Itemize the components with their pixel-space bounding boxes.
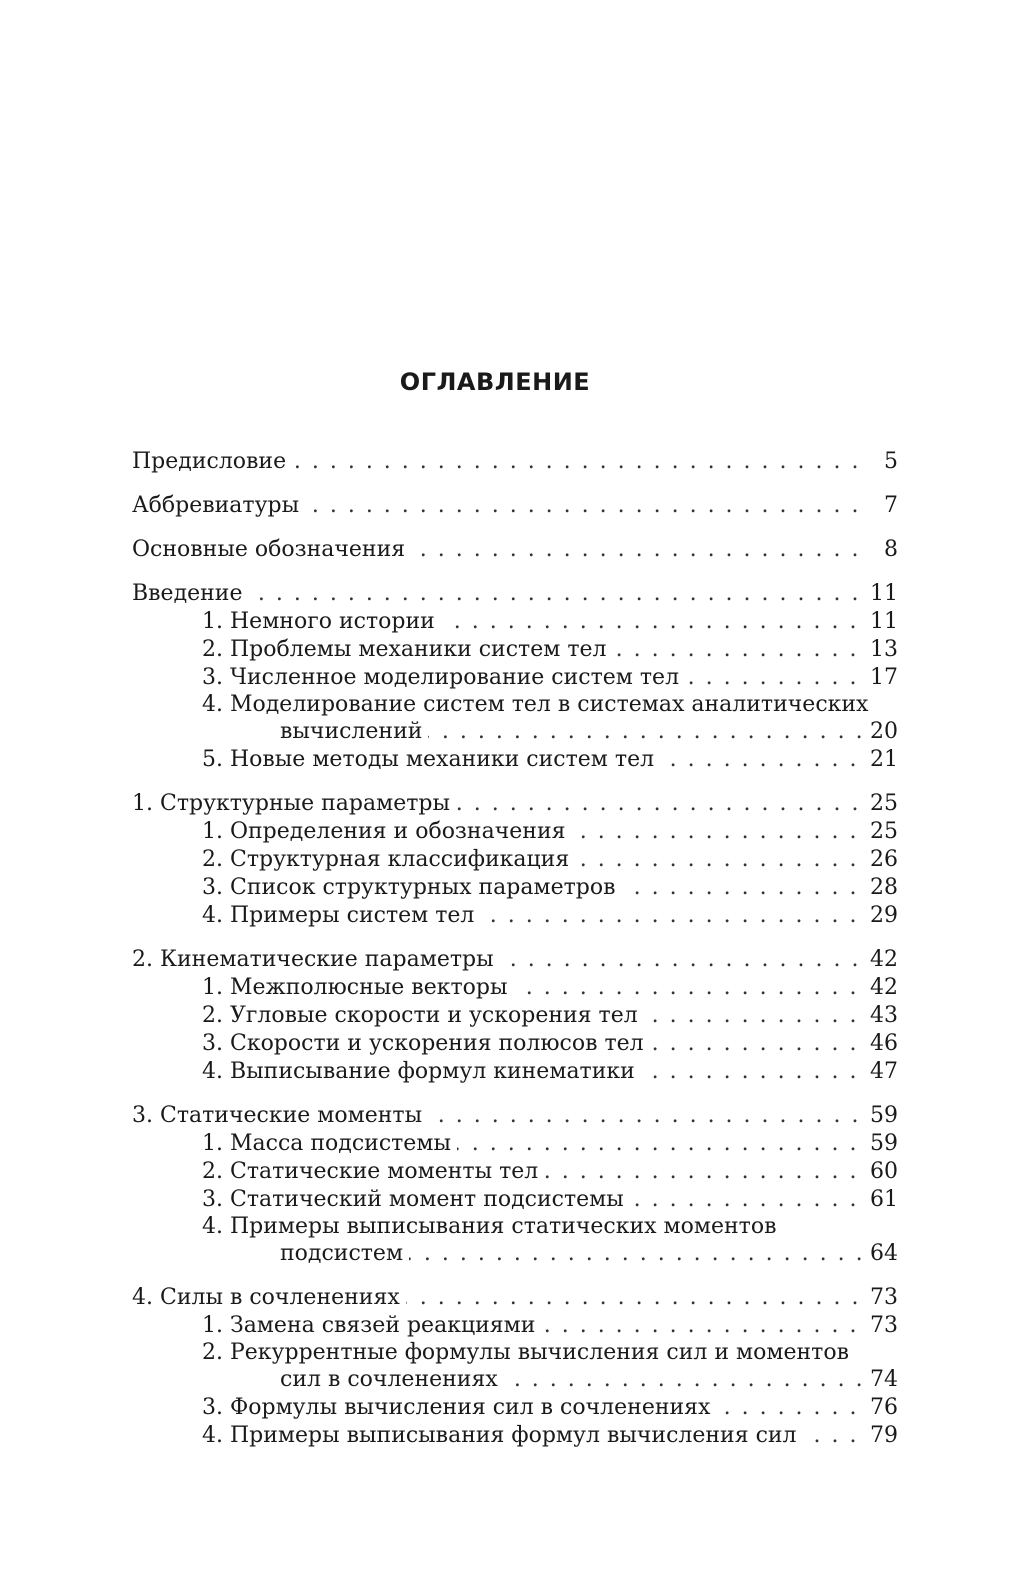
toc-entry-text: 4. Силы в сочленениях <box>132 1285 406 1310</box>
toc-page-number: 47 <box>864 1058 898 1086</box>
toc-entry-text: 2. Угловые скорости и ускорения тел <box>202 1003 644 1028</box>
toc-subentry-continuation[interactable] <box>280 1240 898 1268</box>
toc-page-number: 64 <box>864 1240 898 1268</box>
toc-page-number: 79 <box>864 1422 898 1450</box>
toc-section-notation <box>132 536 898 564</box>
toc-entry-text: 1. Межполюсные векторы <box>202 975 513 1000</box>
toc-entry-text: 4. Примеры выписывания формул вычисления сил <box>202 1423 803 1448</box>
toc-section-chapter-4 <box>132 1284 898 1450</box>
toc-page-number: 20 <box>864 718 898 746</box>
toc-page-number: 5 <box>868 448 898 476</box>
toc-entry-text: 3. Статический момент подсистемы <box>202 1187 630 1212</box>
toc-subentry[interactable] <box>202 692 898 718</box>
toc-entry-text: 4. Выписывание формул кинематики <box>202 1059 641 1084</box>
toc-entry-text: сил в сочленениях <box>280 1367 504 1392</box>
toc-entry-text: 3. Формулы вычисления сил в сочленениях <box>202 1395 716 1420</box>
toc-subentry[interactable] <box>202 664 898 692</box>
toc-subentry[interactable] <box>202 1214 898 1240</box>
toc-page-number: 61 <box>864 1186 898 1214</box>
toc-subentry[interactable] <box>202 608 898 636</box>
toc-chapter-entry[interactable] <box>132 1284 898 1312</box>
toc-page-number: 21 <box>864 746 898 774</box>
toc-page-number: 73 <box>864 1284 898 1312</box>
toc-entry-text: Основные обозначения <box>132 537 411 562</box>
toc-chapter-entry[interactable] <box>132 946 898 974</box>
toc-page-number: 46 <box>864 1030 898 1058</box>
toc-page-number: 25 <box>864 818 898 846</box>
toc-entry-text: 3. Численное моделирование систем тел <box>202 665 685 690</box>
toc-entry-text: Аббревиатуры <box>132 493 305 518</box>
toc-section-preface <box>132 448 898 476</box>
toc-subentry[interactable] <box>202 1130 898 1158</box>
toc-subentry[interactable] <box>202 818 898 846</box>
toc-subentry[interactable] <box>202 1186 898 1214</box>
toc-page-number: 76 <box>864 1394 898 1422</box>
toc-entry-text: 4. Моделирование систем тел в системах аналитических <box>202 692 874 717</box>
toc-subentry[interactable] <box>202 974 898 1002</box>
toc-page-number: 29 <box>864 902 898 930</box>
toc-page-number: 11 <box>864 580 898 608</box>
toc-section-chapter-1 <box>132 790 898 930</box>
toc-subentry[interactable] <box>202 1002 898 1030</box>
toc-chapter-entry[interactable] <box>132 580 898 608</box>
toc-entry-text: 2. Рекуррентные формулы вычисления сил и моментов <box>202 1340 855 1365</box>
toc-entry-text: 1. Немного истории <box>202 609 441 634</box>
toc-entry-text: 2. Структурная классификация <box>202 847 575 872</box>
page-title: ОГЛАВЛЕНИЕ <box>399 368 591 396</box>
toc-page-number: 11 <box>864 608 898 636</box>
toc-page-number: 26 <box>864 846 898 874</box>
toc-entry-text: подсистем <box>280 1241 409 1266</box>
toc-subentry[interactable] <box>202 902 898 930</box>
toc-entry-text: 3. Список структурных параметров <box>202 875 622 900</box>
toc-entry-text: 4. Примеры систем тел <box>202 903 480 928</box>
toc-entry-notation[interactable] <box>132 536 898 564</box>
toc-section-chapter-2 <box>132 946 898 1086</box>
toc-subentry[interactable] <box>202 1058 898 1086</box>
toc-section-introduction <box>132 580 898 774</box>
toc-page-number: 42 <box>864 946 898 974</box>
toc-subentry[interactable] <box>202 1030 898 1058</box>
toc-subentry[interactable] <box>202 1340 898 1366</box>
toc-entry-text: Предисловие <box>132 449 292 474</box>
toc-chapter-entry[interactable] <box>132 790 898 818</box>
toc-page-number: 60 <box>864 1158 898 1186</box>
toc-page-number: 43 <box>864 1002 898 1030</box>
toc-subentry[interactable] <box>202 846 898 874</box>
toc-page-number: 17 <box>864 664 898 692</box>
toc-subentry[interactable] <box>202 746 898 774</box>
toc-page-number: 25 <box>864 790 898 818</box>
toc-section-abbreviations <box>132 492 898 520</box>
toc-entry-preface[interactable] <box>132 448 898 476</box>
toc-subentry-continuation[interactable] <box>280 718 898 746</box>
toc-entry-text: 4. Примеры выписывания статических моментов <box>202 1214 782 1239</box>
toc-entry-text: 3. Статические моменты <box>132 1103 428 1128</box>
toc-entry-text: 2. Проблемы механики систем тел <box>202 637 613 662</box>
toc-entry-text: 1. Замена связей реакциями <box>202 1313 541 1338</box>
toc-page-number: 8 <box>868 536 898 564</box>
toc-entry-text: вычислений <box>280 719 428 744</box>
toc-entry-text: 1. Определения и обозначения <box>202 819 571 844</box>
toc-entry-text: 2. Кинематические параметры <box>132 947 500 972</box>
toc-page-number: 28 <box>864 874 898 902</box>
toc-subentry[interactable] <box>202 1312 898 1340</box>
toc-subentry[interactable] <box>202 636 898 664</box>
toc-page-number: 13 <box>864 636 898 664</box>
table-of-contents <box>132 448 898 1466</box>
toc-chapter-entry[interactable] <box>132 1102 898 1130</box>
toc-page-number: 59 <box>864 1102 898 1130</box>
toc-page-number: 42 <box>864 974 898 1002</box>
toc-subentry-continuation[interactable] <box>280 1366 898 1394</box>
toc-entry-text: 3. Скорости и ускорения полюсов тел <box>202 1031 650 1056</box>
toc-entry-text: 2. Статические моменты тел <box>202 1159 544 1184</box>
toc-subentry[interactable] <box>202 1422 898 1450</box>
toc-entry-text: 1. Структурные параметры <box>132 791 456 816</box>
toc-subentry[interactable] <box>202 1158 898 1186</box>
toc-page-number: 59 <box>864 1130 898 1158</box>
toc-subentry[interactable] <box>202 1394 898 1422</box>
toc-page-number: 73 <box>864 1312 898 1340</box>
toc-entry-text: Введение <box>132 581 248 606</box>
toc-entry-text: 5. Новые методы механики систем тел <box>202 747 660 772</box>
toc-entry-abbreviations[interactable] <box>132 492 898 520</box>
toc-section-chapter-3 <box>132 1102 898 1268</box>
toc-subentry[interactable] <box>202 874 898 902</box>
toc-page-number: 7 <box>868 492 898 520</box>
toc-entry-text: 1. Масса подсистемы <box>202 1131 457 1156</box>
toc-page-number: 74 <box>864 1366 898 1394</box>
